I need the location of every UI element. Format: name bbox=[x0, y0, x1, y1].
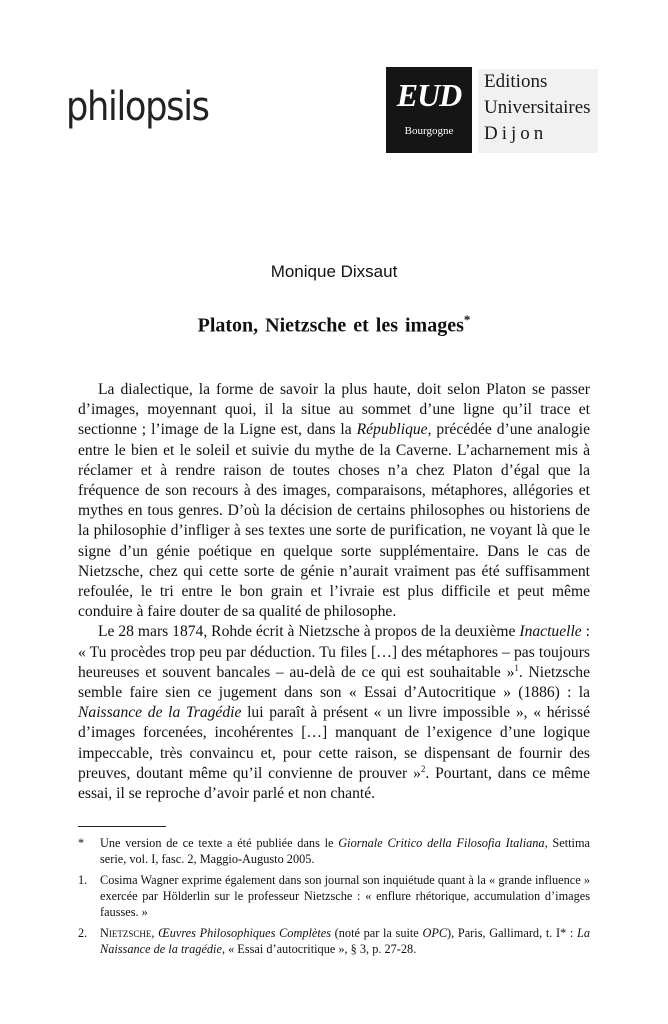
publisher-line1: Editions bbox=[484, 71, 548, 92]
logo-part: psis bbox=[145, 84, 209, 130]
text-run: Le 28 mars 1874, Rohde écrit à Nietzsche à propos de la deuxième bbox=[98, 623, 520, 641]
text-run: , précédée d’une analogie entre le bien et le soleil et suivie du mythe de la Caverne. L’acharnement mis à réclamer et à rendre raison de toutes choses n’a chez Platon d’égal que la fréquence de son recours à des images, comparaisons, métaphores, allégories et mythes en tous genres. D’où la décision de certains philosophes ou historiens de la philosophie d’infliger à ses textes une sorte de purification, ne voyant là que le signe d’un génie poétique en quelque sorte supplémentaire. Dans le cas de Nietzsche, chez qui cette sorte de génie n’aurait vraiment pas été suffisamment refoulée, le tri entre le bon grain et l’ivraie est plus difficile et peut même conduire à faire douter de sa qualité de philosophe. bbox=[78, 421, 590, 621]
italic-run: Naissance de la Tragédie bbox=[78, 704, 242, 722]
article-title-text: Platon, Nietzsche et les images bbox=[197, 314, 464, 337]
footnote-marker: 2. bbox=[78, 926, 88, 940]
text-run: Cosima Wagner exprime également dans son journal son inquiétude quant à la « grande influence » exercée par Hölderlin sur le professeur Nietzsche : « enflure rhétorique, accumulation d’images fausses. » bbox=[100, 873, 590, 919]
logo-part: o bbox=[124, 84, 146, 130]
italic-run: OPC bbox=[422, 926, 448, 940]
publisher-logo bbox=[386, 67, 598, 153]
publisher-place: Bourgogne bbox=[404, 125, 454, 137]
italic-run: La Naissance de la tragédie bbox=[100, 926, 590, 956]
text-run: ), Paris, Gallimard, t. I* : bbox=[447, 926, 577, 940]
article-body bbox=[78, 380, 590, 804]
text-run: lui paraît à présent « un livre impossible », « hérissé d’images forcenées, incohérentes […] manquant de l’exigence d’une logique impeccable, très convaincu et, pour cette raison, se dispensant de fournir des preuves, doutant même qu’il convienne de prouver » bbox=[78, 704, 590, 782]
text-run: : « Tu procèdes trop peu par déduction. Tu files […] des métaphores – pas toujours heureuses et souvent bancales – au-delà de ce qui est souhaitable » bbox=[78, 623, 591, 681]
footnote-ref-2[interactable]: 2 bbox=[420, 763, 426, 774]
italic-run: Inactuelle bbox=[519, 623, 582, 641]
publisher-mark-box bbox=[386, 67, 472, 153]
philopsis-logo bbox=[66, 84, 209, 130]
text-run: . Pourtant, dans ce même essai, il se reproche d’avoir parlé et non chanté. bbox=[78, 764, 590, 803]
logo-part: phil bbox=[66, 84, 125, 130]
title-footnote-marker[interactable]: * bbox=[463, 312, 471, 327]
text-run: La dialectique, la forme de savoir la plus haute, doit selon Platon se passer d’images, moyennant quoi, il la situe au sommet d’une ligne qu’il trace et sectionne ; l’image de la Ligne est, dans la bbox=[78, 381, 590, 439]
text-run: , Settima serie, vol. I, fasc. 2, Maggio-Augusto 2005. bbox=[100, 836, 590, 866]
footnote-marker: * bbox=[78, 836, 85, 850]
article-title bbox=[0, 312, 668, 338]
article-author: Monique Dixsaut bbox=[270, 262, 398, 281]
footnote-1 bbox=[78, 872, 590, 920]
paragraph-2 bbox=[78, 622, 590, 804]
italic-run: République bbox=[356, 421, 428, 439]
text-run: . Nietzsche semble faire sien ce jugement dans son « Essai d’Autocritique » (1886) : la bbox=[78, 663, 590, 702]
italic-run: Œuvres Philosophiques Complètes bbox=[158, 926, 332, 940]
publisher-mark: EUD bbox=[396, 77, 462, 113]
paragraph-1 bbox=[78, 380, 590, 622]
footnote-divider bbox=[78, 826, 166, 827]
text-run: , « Essai d’autocritique », § 3, p. 27-28. bbox=[221, 942, 417, 956]
author-run: Nietzsche bbox=[100, 926, 152, 940]
footnote-marker: 1. bbox=[78, 873, 88, 887]
footnote-star bbox=[78, 835, 590, 867]
footnote-2 bbox=[78, 925, 590, 957]
footnotes bbox=[78, 835, 590, 962]
publisher-line2: Universitaires bbox=[484, 97, 591, 118]
text-run: , bbox=[151, 926, 159, 940]
text-run: Une version de ce texte a été publiée dans le bbox=[100, 836, 339, 850]
publisher-line3: Dijon bbox=[484, 123, 548, 144]
footnote-ref-1[interactable]: 1 bbox=[514, 662, 519, 673]
text-run: (noté par la suite bbox=[331, 926, 423, 940]
italic-run: Giornale Critico della Filosofia Italiana bbox=[338, 836, 545, 850]
publisher-name bbox=[478, 69, 598, 153]
